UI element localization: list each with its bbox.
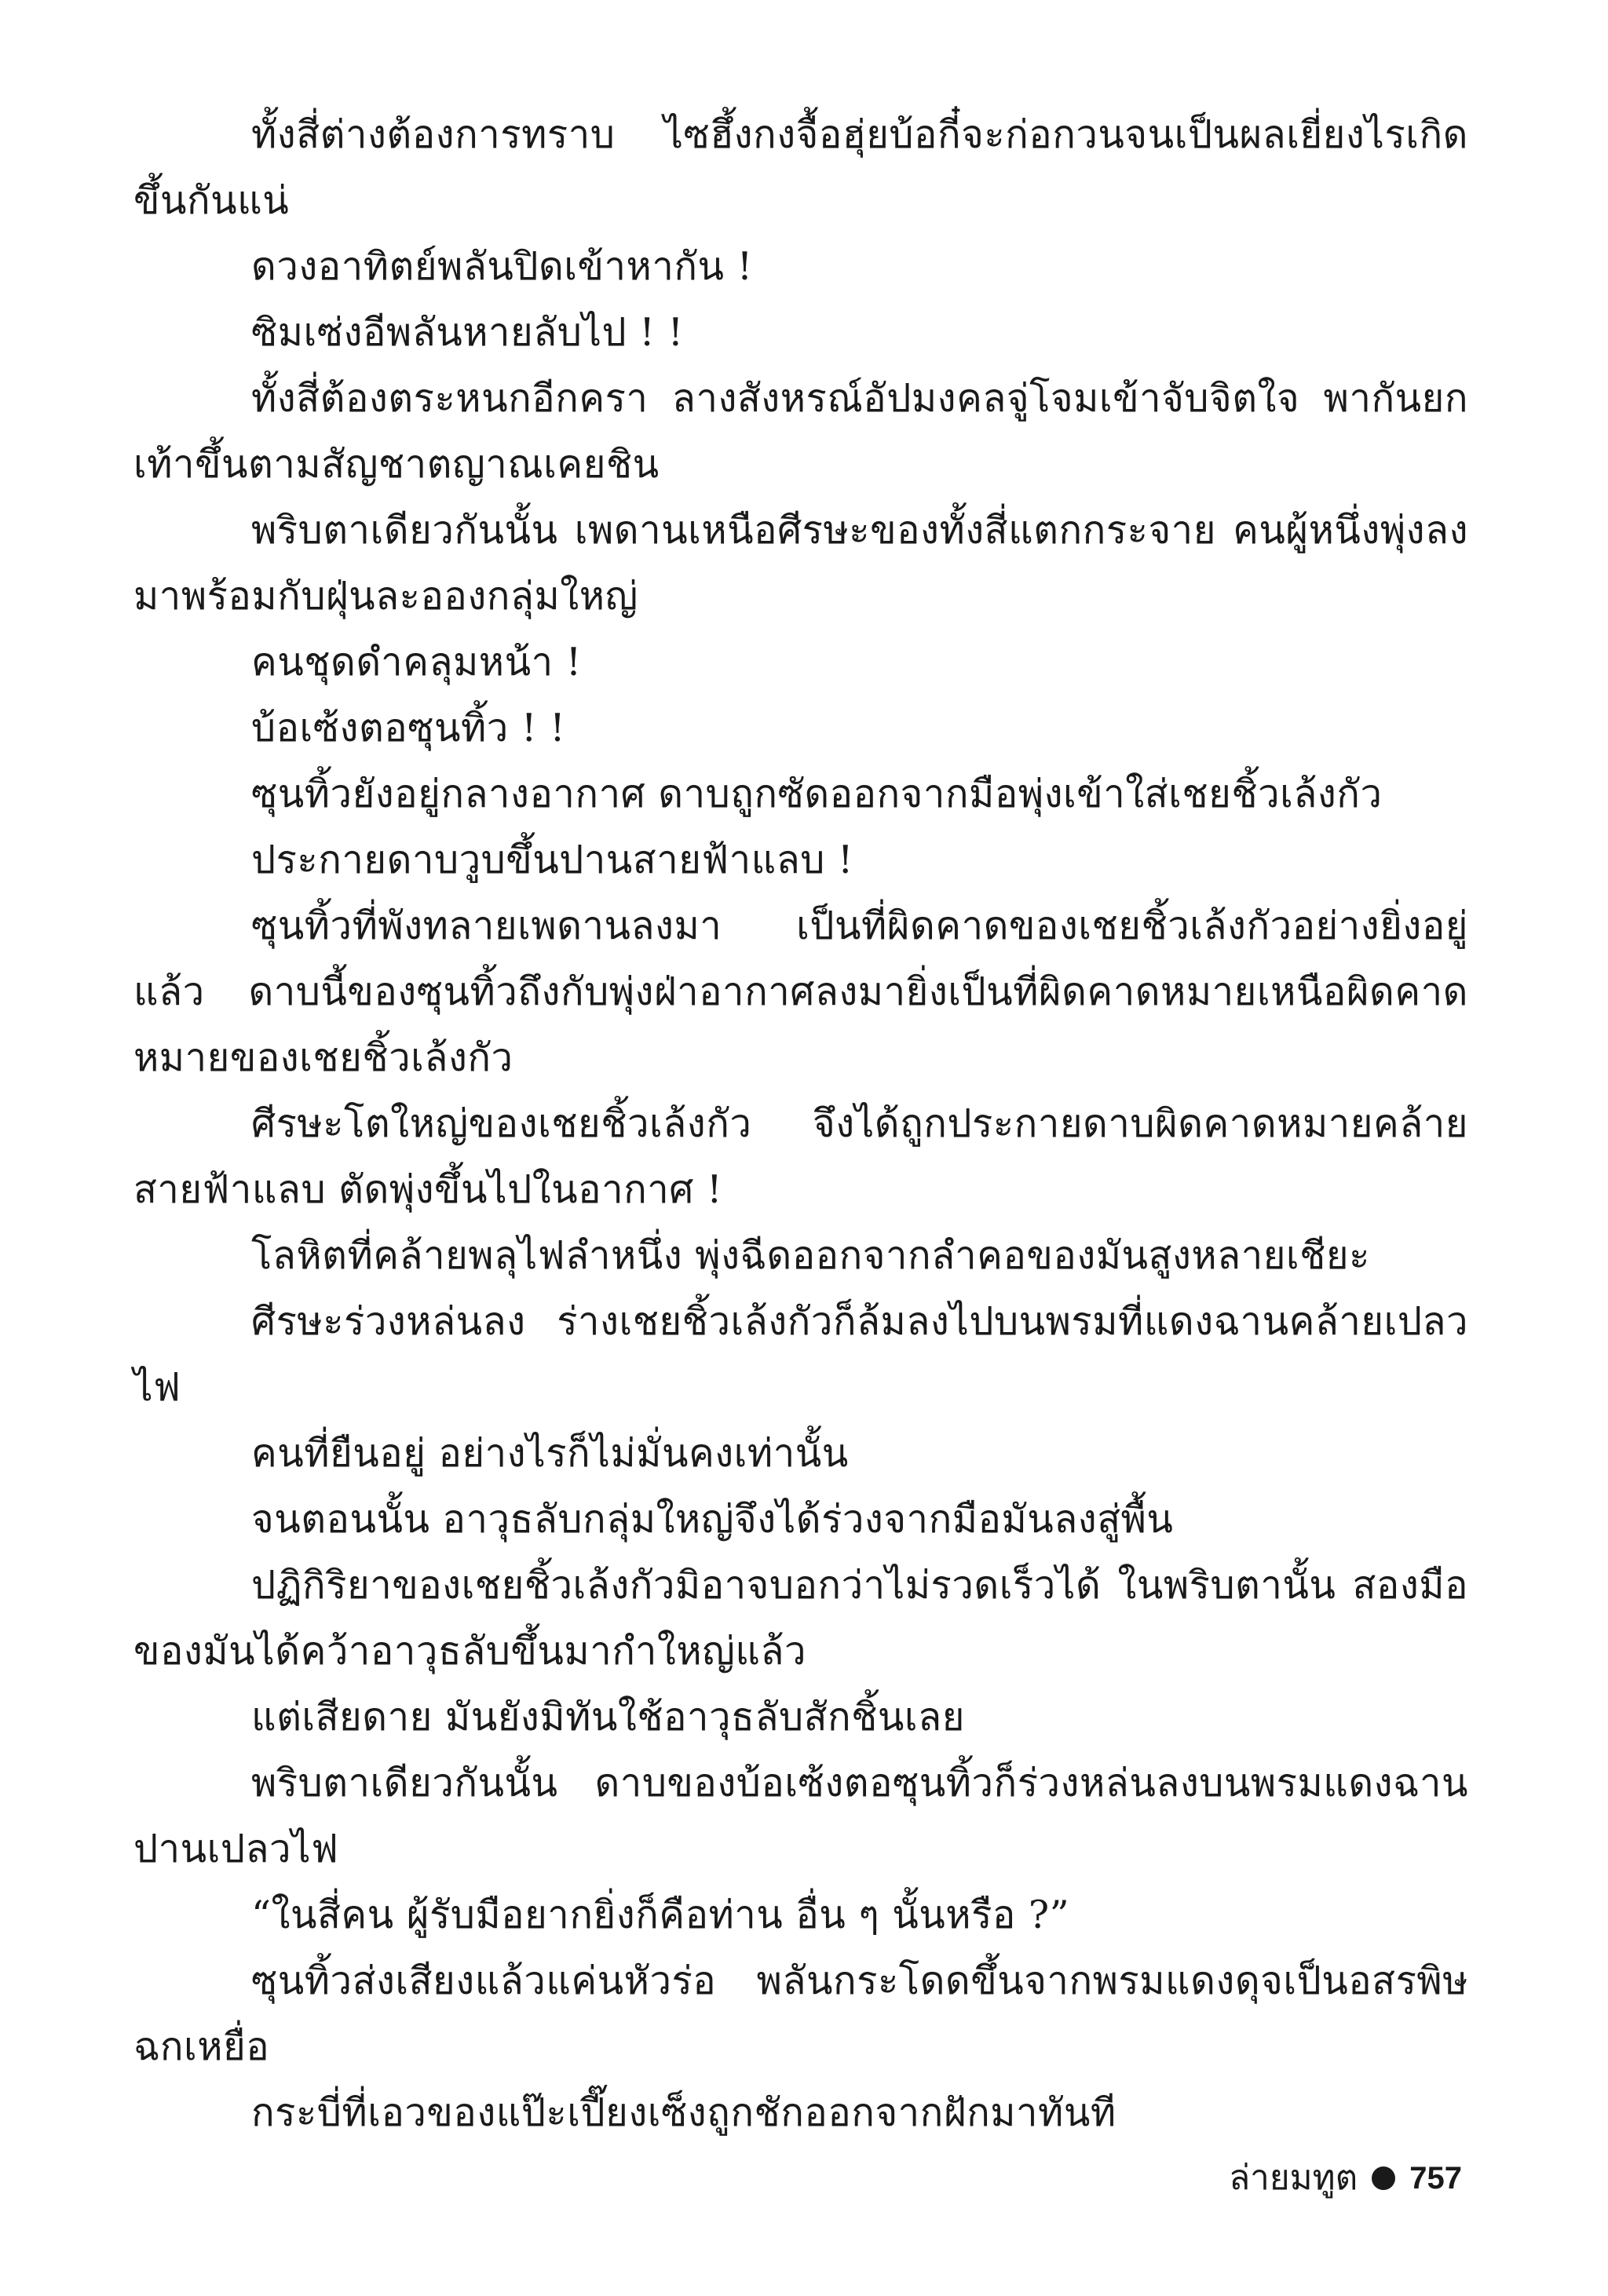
paragraph: ศีรษะร่วงหล่นลง ร่างเชยชิ้วเล้งกัวก็ล้มลงไปบนพรมที่แดงฉานคล้ายเปลวไฟ — [133, 1299, 1468, 1410]
paragraph: ปฏิกิริยาของเชยชิ้วเล้งกัวมิอาจบอกว่าไม่รวดเร็วได้ ในพริบตานั้น สองมือของมันได้คว้าอาวุธลับขึ้นมากำใหญ่แล้ว — [133, 1563, 1468, 1674]
page-number: 757 — [1409, 2161, 1462, 2196]
paragraph: จนตอนนั้น อาวุธลับกลุ่มใหญ่จึงได้ร่วงจากมือมันลงสู่พื้น — [251, 1497, 1174, 1542]
paragraph: ศีรษะโตใหญ่ของเชยชิ้วเล้งกัว จึงได้ถูกประกายดาบผิดคาดหมายคล้ายสายฟ้าแลบ ตัดพุ่งขึ้นไปในอากาศ ! — [133, 1101, 1468, 1212]
paragraph: ซุนทิ้วยังอยู่กลางอากาศ ดาบถูกซัดออกจากมือพุ่งเข้าใส่เชยชิ้วเล้งกัว — [251, 772, 1383, 816]
paragraph: ซิมเซ่งอีพลันหายลับไป ! ! — [251, 310, 684, 355]
paragraph: โลหิตที่คล้ายพลุไฟลำหนึ่ง พุ่งฉีดออกจากลำคอของมันสูงหลายเชียะ — [251, 1233, 1370, 1278]
paragraph: ทั้งสี่ต้องตระหนกอีกครา ลางสังหรณ์อัปมงคลจู่โจมเข้าจับจิตใจ พากันยกเท้าขึ้นตามสัญชาตญาณเคยชิน — [133, 376, 1468, 487]
paragraph: กระบี่ที่เอวของแป๊ะเปี๊ยงเซ็งถูกชักออกจากฝักมาทันที — [251, 2090, 1116, 2135]
paragraph: ทั้งสี่ต่างต้องการทราบ ไซฮึ้งกงจื้อฮุ่ยบ้อกี๋จะก่อกวนจนเป็นผลเยี่ยงไรเกิดขึ้นกันแน่ — [133, 112, 1468, 223]
paragraph: พริบตาเดียวกันนั้น ดาบของบ้อเซ้งตอซุนทิ้วก็ร่วงหล่นลงบนพรมแดงฉานปานเปลวไฟ — [133, 1761, 1468, 1871]
book-title: ล่ายมทูต — [1229, 2158, 1358, 2198]
paragraph: คนที่ยืนอยู่ อย่างไรก็ไม่มั่นคงเท่านั้น — [251, 1431, 849, 1476]
paragraph: ซุนทิ้วส่งเสียงแล้วแค่นหัวร่อ พลันกระโดดขึ้นจากพรมแดงดุจเป็นอสรพิษฉกเหยื่อ — [133, 1958, 1468, 2069]
page-footer — [1229, 2155, 1462, 2202]
paragraph: “ในสี่คน ผู้รับมือยากยิ่งก็คือท่าน อื่น ๆ นั้นหรือ ?” — [251, 1893, 1070, 1937]
paragraph: คนชุดดำคลุมหน้า ! — [251, 640, 582, 684]
bullet-icon — [1372, 2166, 1395, 2190]
paragraph: บ้อเซ้งตอซุนทิ้ว ! ! — [251, 706, 566, 750]
paragraph: ซุนทิ้วที่พังทลายเพดานลงมา เป็นที่ผิดคาดของเชยชิ้วเล้งกัวอย่างยิ่งอยู่แล้ว ดาบนี้ของซุนทิ้วถึงกับพุ่งฝ่าอากาศลงมายิ่งเป็นที่ผิดคาดหมายเหนือผิดคาดหมายของเชยชิ้วเล้งกัว — [133, 903, 1468, 1080]
paragraph: แต่เสียดาย มันยังมิทันใช้อาวุธลับสักชิ้นเลย — [251, 1695, 965, 1739]
paragraph: ดวงอาทิตย์พลันปิดเข้าหากัน ! — [251, 244, 753, 289]
page-body — [133, 102, 1468, 2135]
paragraph: พริบตาเดียวกันนั้น เพดานเหนือศีรษะของทั้งสี่แตกกระจาย คนผู้หนึ่งพุ่งลงมาพร้อมกับฝุ่นละอองกลุ่มใหญ่ — [133, 508, 1468, 619]
paragraph: ประกายดาบวูบขึ้นปานสายฟ้าแลบ ! — [251, 838, 854, 882]
